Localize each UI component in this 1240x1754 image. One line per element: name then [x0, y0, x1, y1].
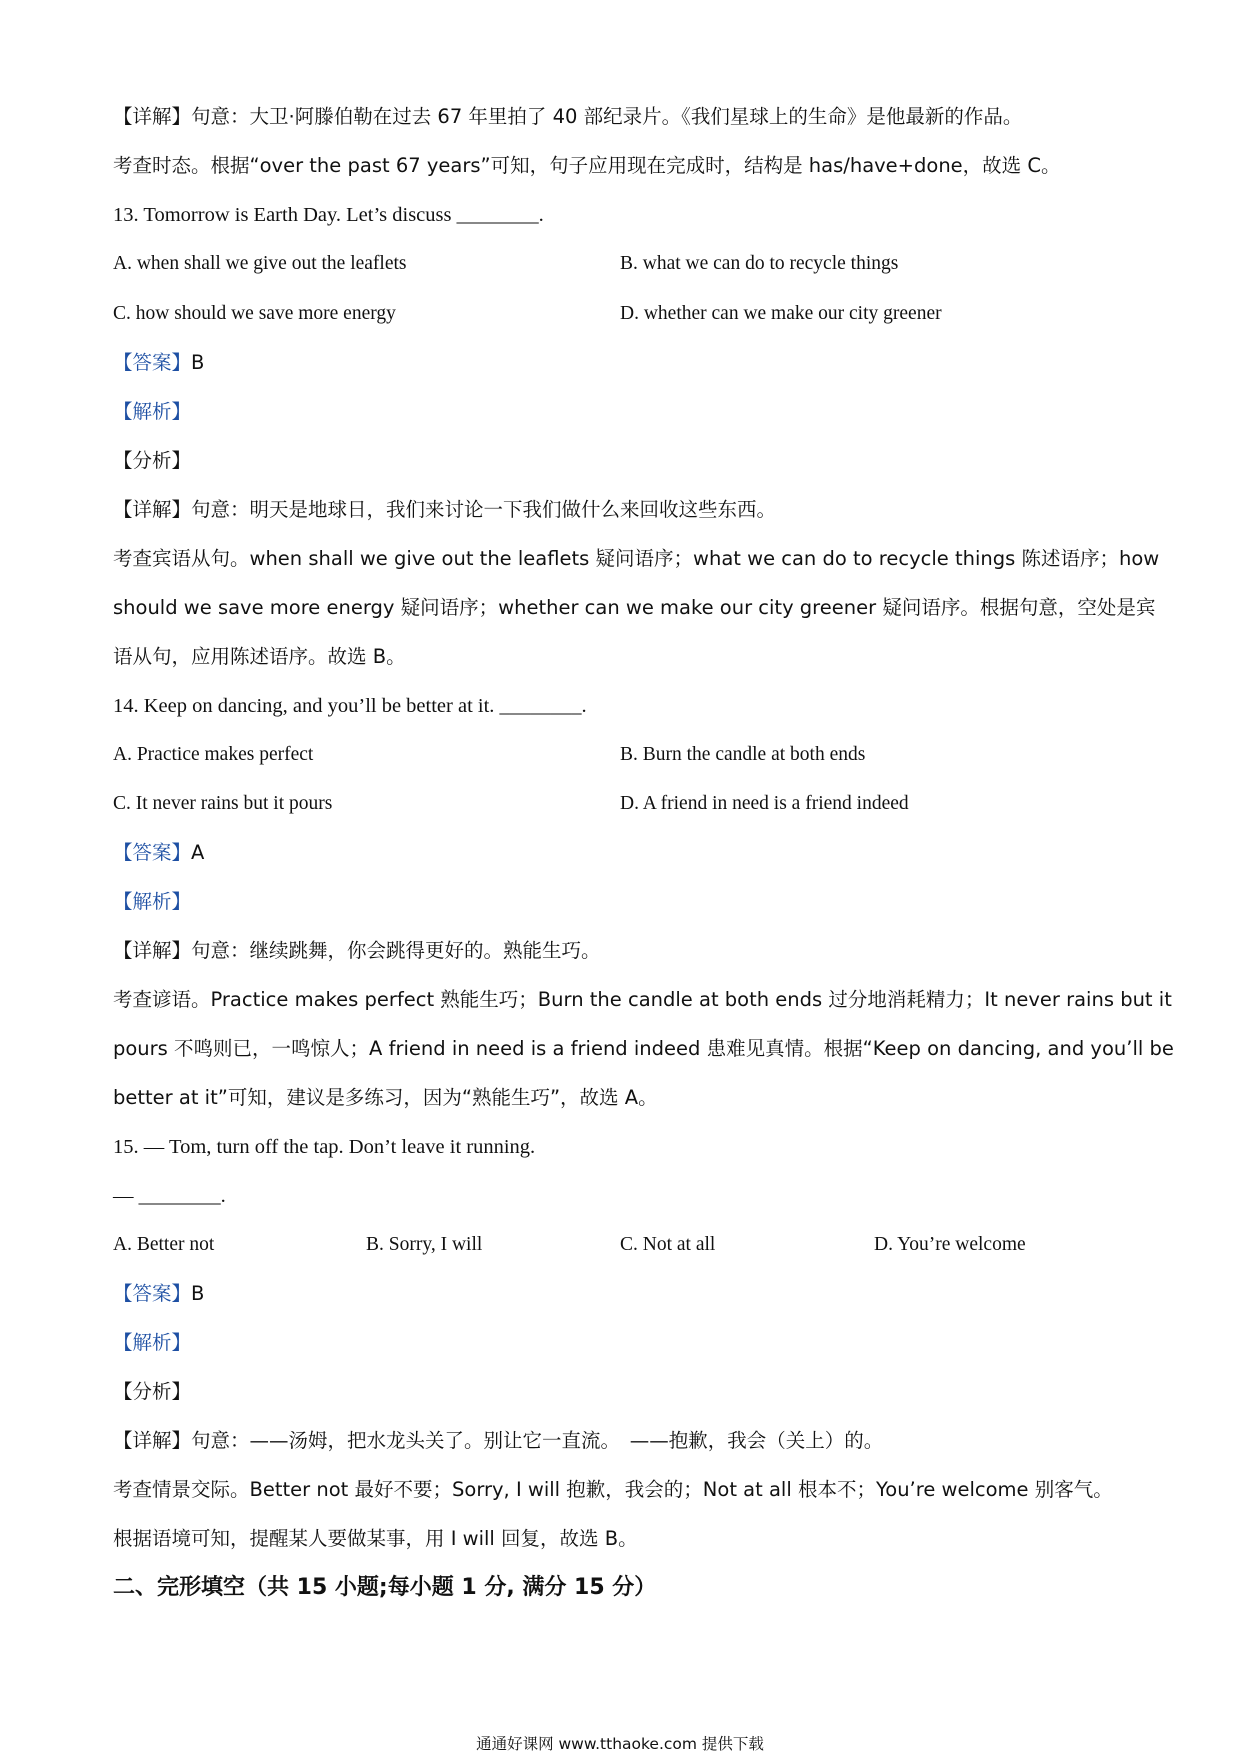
q13-fenxi-tag: 【分析】 [113, 449, 192, 472]
q13-detail [113, 496, 776, 524]
detail-text: 句意：明天是地球日，我们来讨论一下我们做什么来回收这些东西。 [191, 498, 777, 521]
answer-tag: 【答案】 [113, 351, 192, 374]
detail-text: 句意：大卫·阿滕伯勒在过去 67 年里拍了 40 部纪录片。《我们星球上的生命》是他最新的作品。 [191, 105, 1023, 128]
q15-stem: 15. — Tom, turn off the tap. Don’t leave it running. [113, 1136, 536, 1158]
answer-tag: 【答案】 [113, 1282, 192, 1305]
detail-tag: 【详解】 [113, 1429, 192, 1452]
q15-answer [113, 1280, 204, 1308]
answer-value: B [191, 351, 205, 374]
q15-option-c: C. Not at all [620, 1234, 716, 1255]
q14-analysis-line-1: 考查谚语。Practice makes perfect 熟能生巧；Burn the candle at both ends 过分地消耗精力；It never rains but it [113, 988, 1172, 1011]
q14-option-a: A. Practice makes perfect [113, 744, 314, 765]
q13-analysis-line-3: 语从句，应用陈述语序。故选 B。 [113, 645, 406, 668]
q15-analysis-line-2: 根据语境可知，提醒某人要做某事，用 I will 回复，故选 B。 [113, 1527, 638, 1550]
q14-jiexi-tag: 【解析】 [113, 890, 192, 913]
q13-jiexi-tag: 【解析】 [113, 400, 192, 423]
detail-tag: 【详解】 [113, 105, 192, 128]
q15-fenxi-tag: 【分析】 [113, 1380, 192, 1403]
q14-stem: 14. Keep on dancing, and you’ll be better at it. ________. [113, 695, 587, 717]
q13-option-a: A. when shall we give out the leaflets [113, 253, 407, 274]
q12-detail [113, 103, 1022, 131]
q13-stem: 13. Tomorrow is Earth Day. Let’s discuss ________. [113, 204, 544, 226]
answer-value: A [191, 841, 205, 864]
q13-analysis-line-1: 考查宾语从句。when shall we give out the leaflets 疑问语序；what we can do to recycle things 陈述语序；how [113, 547, 1160, 570]
answer-tag: 【答案】 [113, 841, 192, 864]
detail-tag: 【详解】 [113, 498, 192, 521]
page-footer: 通通好课网 www.tthaoke.com 提供下载 [476, 1735, 764, 1753]
q14-option-d: D. A friend in need is a friend indeed [620, 793, 909, 814]
q14-option-c: C. It never rains but it pours [113, 793, 333, 814]
detail-tag: 【详解】 [113, 939, 192, 962]
section-heading: 二、完形填空（共 15 小题;每小题 1 分, 满分 15 分） [113, 1575, 657, 1600]
q14-analysis-line-3: better at it”可知，建议是多练习，因为“熟能生巧”，故选 A。 [113, 1086, 658, 1109]
q15-jiexi-tag: 【解析】 [113, 1331, 192, 1354]
q14-detail [113, 937, 601, 965]
q14-option-b: B. Burn the candle at both ends [620, 744, 866, 765]
q13-option-b: B. what we can do to recycle things [620, 253, 899, 274]
q15-response: — ________. [113, 1185, 226, 1207]
detail-text: 句意：继续跳舞，你会跳得更好的。熟能生巧。 [191, 939, 601, 962]
q15-analysis-line-1: 考查情景交际。Better not 最好不要；Sorry, I will 抱歉，我会的；Not at all 根本不；You’re welcome 别客气。 [113, 1478, 1113, 1501]
q13-option-c: C. how should we save more energy [113, 303, 396, 324]
q13-analysis-line-2: should we save more energy 疑问语序；whether can we make our city greener 疑问语序。根据句意，空处是宾 [113, 596, 1156, 619]
q15-detail [113, 1427, 883, 1455]
q13-option-d: D. whether can we make our city greener [620, 303, 942, 324]
answer-value: B [191, 1282, 205, 1305]
q14-answer [113, 839, 204, 867]
q15-option-d: D. You’re welcome [874, 1234, 1026, 1255]
q15-option-b: B. Sorry, I will [366, 1234, 483, 1255]
q14-analysis-line-2: pours 不鸣则已，一鸣惊人；A friend in need is a friend indeed 患难见真情。根据“Keep on dancing, and you’ll be [113, 1037, 1174, 1060]
q12-analysis: 考查时态。根据“over the past 67 years”可知，句子应用现在完成时，结构是 has/have+done，故选 C。 [113, 154, 1061, 177]
q13-answer [113, 349, 204, 377]
q15-option-a: A. Better not [113, 1234, 215, 1255]
detail-text: 句意：——汤姆，把水龙头关了。别让它一直流。 ——抱歉，我会（关上）的。 [191, 1429, 884, 1452]
